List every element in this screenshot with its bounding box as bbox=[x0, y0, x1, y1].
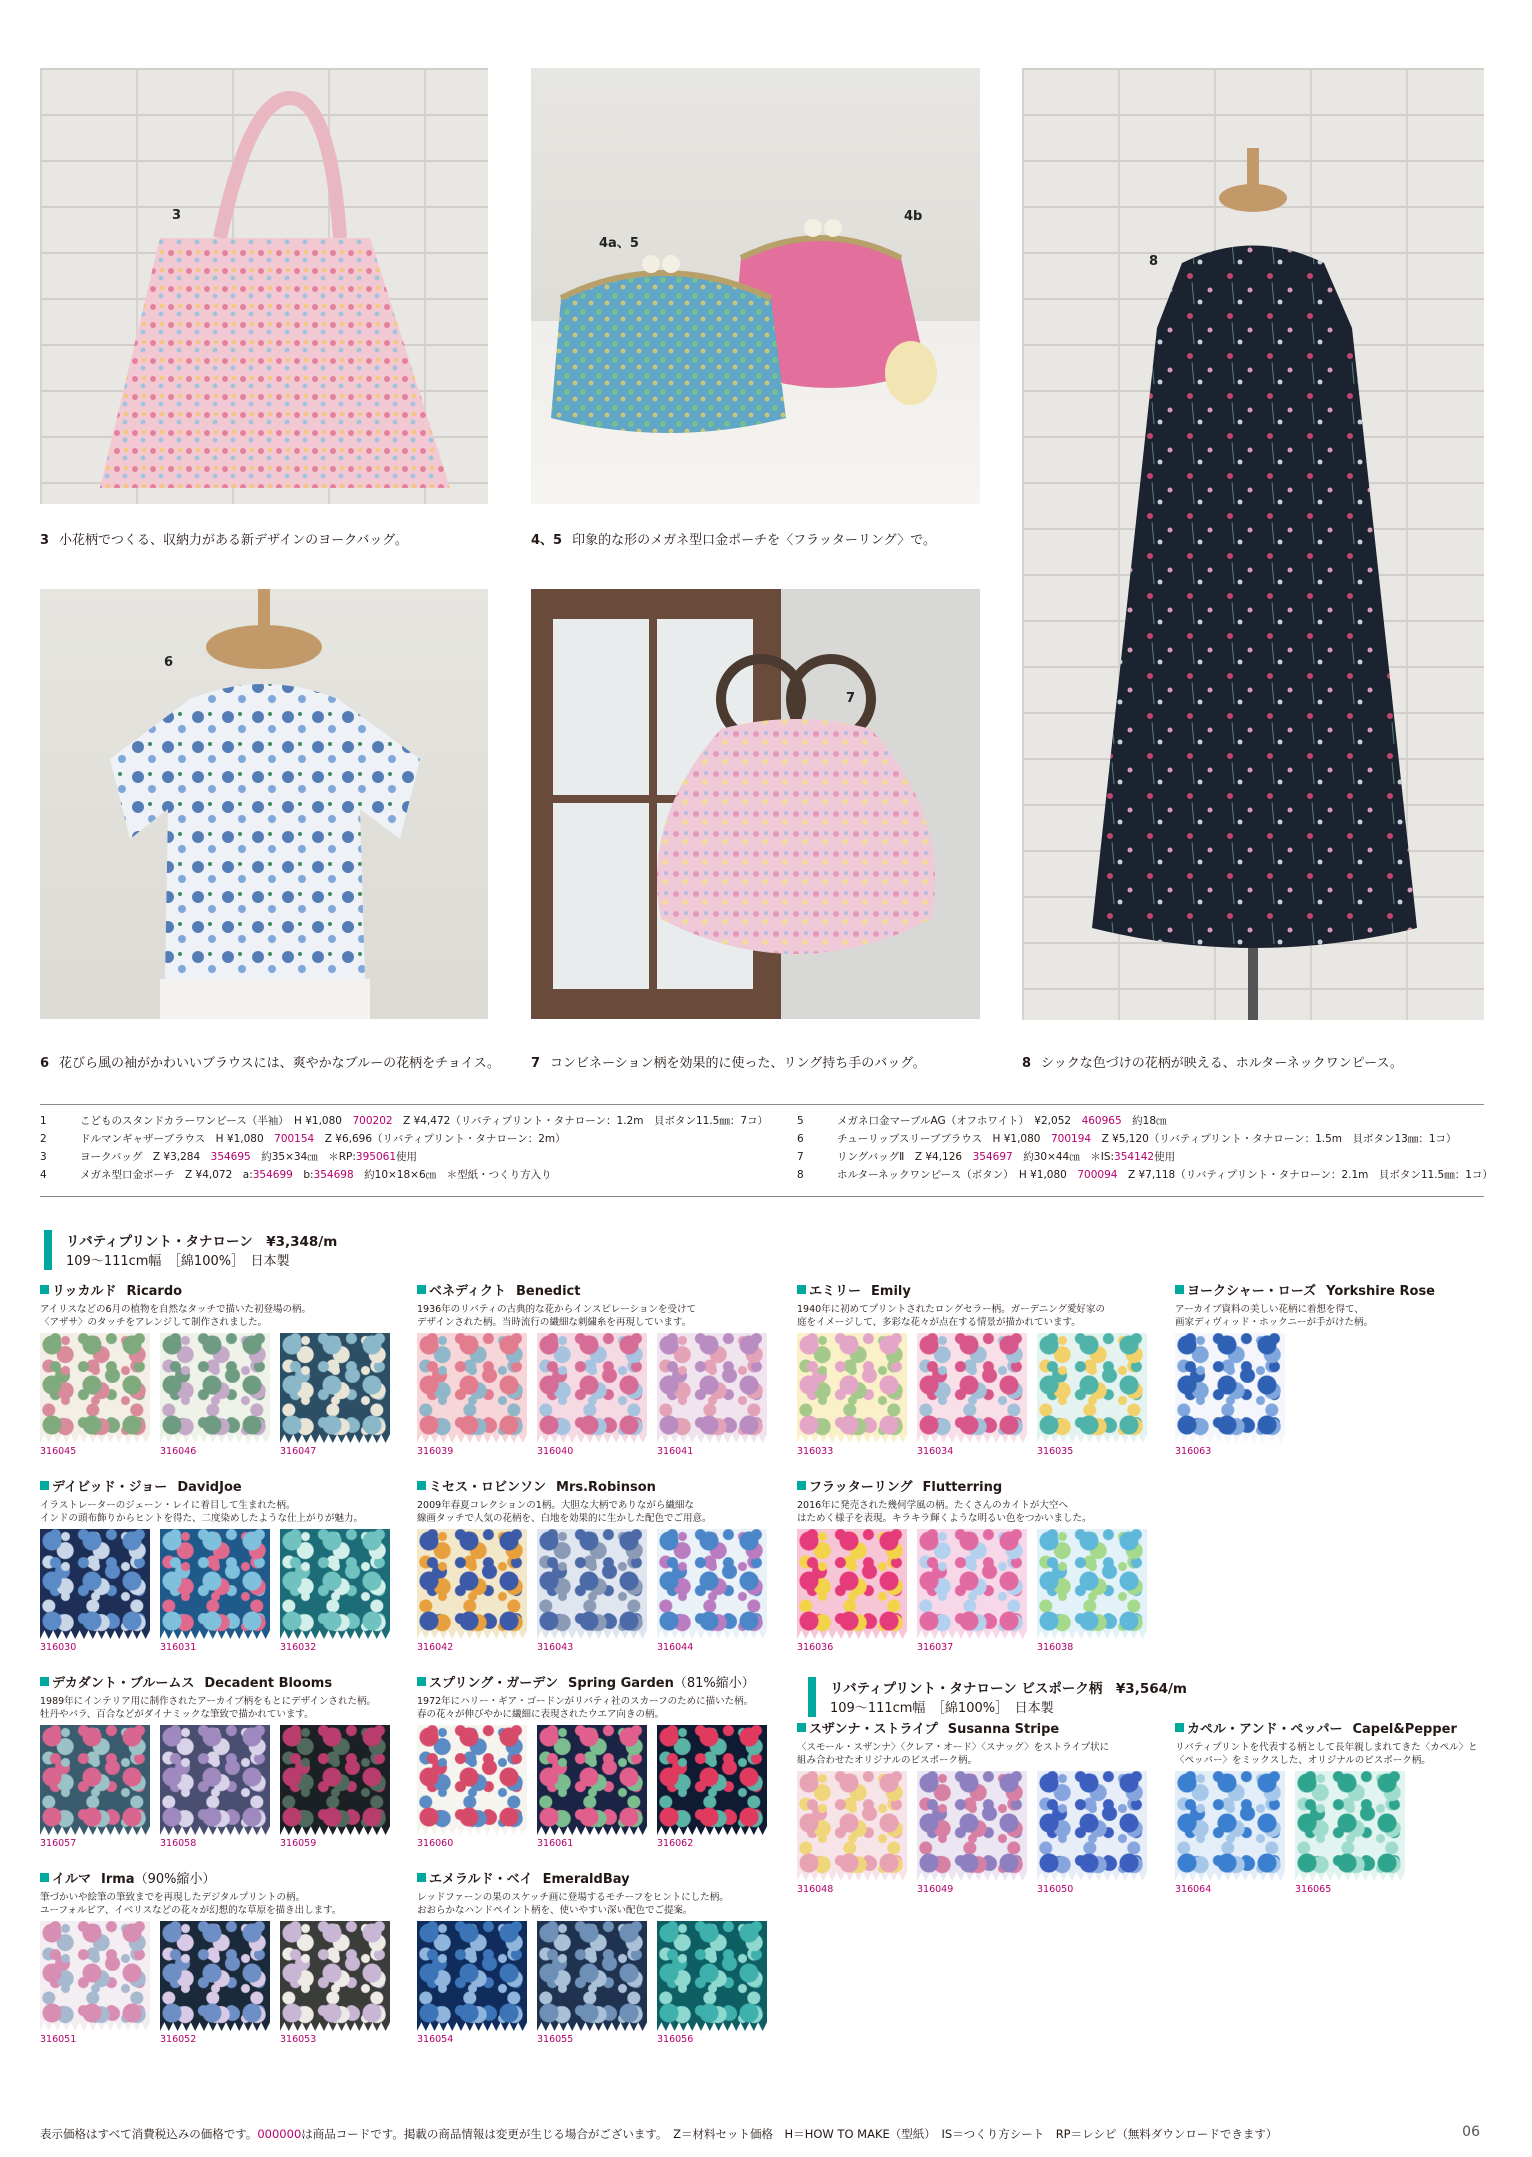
caption-text: シックな色づけの花柄が映える、ホルターネックワンピース。 bbox=[1041, 1056, 1403, 1071]
fabric-swatch bbox=[657, 1921, 767, 2031]
fabric-pattern bbox=[797, 1284, 1106, 1465]
fabric-swatch bbox=[280, 1921, 390, 2031]
swatch-code: 316039 bbox=[417, 1446, 454, 1457]
fabric-pattern bbox=[797, 1480, 1092, 1661]
spec-text: 約35×34㎝ ＊RP: bbox=[261, 1151, 356, 1163]
section-title: リバティプリント・タナローン ¥3,348/m bbox=[66, 1234, 338, 1250]
pattern-description bbox=[417, 1303, 696, 1331]
swatch-code: 316037 bbox=[917, 1642, 954, 1653]
swatch-code: 316050 bbox=[1037, 1884, 1074, 1895]
spec-number: 3 bbox=[40, 1151, 47, 1163]
fabric-swatch bbox=[40, 1333, 150, 1443]
swatch-code: 316046 bbox=[160, 1446, 197, 1457]
pattern-description bbox=[797, 1499, 1092, 1527]
pattern-description bbox=[797, 1741, 1110, 1769]
spec-text: ドルマンギャザーブラウス H ¥1,080 bbox=[80, 1133, 264, 1145]
pattern-title bbox=[1175, 1722, 1457, 1738]
swatch-code: 316034 bbox=[917, 1446, 954, 1457]
caption-text: コンビネーション柄を効果的に使った、リング持ち手のバッグ。 bbox=[550, 1056, 926, 1071]
pattern-name-jp: エメラルド・ベイ bbox=[429, 1872, 533, 1887]
fabric-swatch bbox=[40, 1529, 150, 1639]
square-bullet-icon bbox=[1175, 1285, 1184, 1294]
pattern-description bbox=[40, 1891, 342, 1919]
spec-item bbox=[40, 1112, 768, 1130]
section-accent-bar bbox=[44, 1230, 52, 1270]
pattern-description-line: 1936年のリバティの古典的な花からインスピレーションを受けて bbox=[417, 1304, 696, 1315]
pattern-name-en: Capel&Pepper bbox=[1352, 1722, 1457, 1737]
fabric-swatch bbox=[917, 1529, 1027, 1639]
photo-tag: 6 bbox=[164, 655, 174, 670]
fabric-swatch bbox=[657, 1333, 767, 1443]
swatch-code: 316032 bbox=[280, 1642, 317, 1653]
spec-item bbox=[797, 1166, 1493, 1184]
fabric-swatch bbox=[417, 1725, 527, 1835]
spec-text: ヨークバッグ Z ¥3,284 bbox=[80, 1151, 201, 1163]
spec-text: Z ¥5,120（リバティプリント・タナローン：1.5m 貝ボタン13㎜：1コ） bbox=[1101, 1133, 1457, 1145]
pattern-name-jp: スザンナ・ストライプ bbox=[809, 1722, 938, 1737]
pattern-name-en: Flutterring bbox=[922, 1480, 1003, 1495]
pattern-name-jp: ベネディクト bbox=[429, 1284, 506, 1299]
fabric-pattern bbox=[417, 1284, 696, 1465]
pattern-title bbox=[417, 1872, 673, 1888]
photo-caption bbox=[1022, 1052, 1403, 1071]
caption-number: 6 bbox=[40, 1056, 50, 1071]
fabric-swatch bbox=[280, 1529, 390, 1639]
fabric-swatch bbox=[657, 1529, 767, 1639]
square-bullet-icon bbox=[417, 1481, 426, 1490]
swatch-code: 316047 bbox=[280, 1446, 317, 1457]
pattern-description-line: 春の花々が伸びやかに繊細に表現されたウエア向きの柄。 bbox=[417, 1709, 665, 1720]
spec-item bbox=[797, 1112, 1493, 1130]
product-code: 354142 bbox=[1114, 1151, 1155, 1163]
pattern-description-line: 1940年に初めてプリントされたロングセラー柄。ガーデニング愛好家の bbox=[797, 1304, 1106, 1315]
yoke-bag-illustration bbox=[40, 68, 488, 504]
pattern-description-line: リバティプリントを代表する柄として長年親しまれてきた〈カペル〉と bbox=[1175, 1742, 1478, 1753]
pattern-name-jp: デイビッド・ジョー bbox=[52, 1480, 168, 1495]
fabric-swatch bbox=[160, 1725, 270, 1835]
pattern-name-en: Irma bbox=[101, 1872, 135, 1887]
spec-text: メガネ型口金ポーチ Z ¥4,072 a: bbox=[80, 1169, 253, 1181]
pattern-description bbox=[40, 1695, 376, 1723]
product-code: 354698 bbox=[313, 1169, 354, 1181]
photo-caption bbox=[40, 1052, 500, 1071]
pattern-name-en: Spring Garden bbox=[567, 1676, 674, 1691]
square-bullet-icon bbox=[1175, 1723, 1184, 1732]
spec-text: 約18㎝ bbox=[1132, 1115, 1167, 1127]
product-code: 354699 bbox=[252, 1169, 293, 1181]
caption-number: 3 bbox=[40, 533, 50, 548]
ring-bag-illustration bbox=[531, 589, 980, 1019]
swatch-code: 316040 bbox=[537, 1446, 574, 1457]
pattern-title bbox=[797, 1722, 1060, 1738]
dress-illustration bbox=[1022, 68, 1484, 1020]
swatch-code: 316054 bbox=[417, 2034, 454, 2045]
swatch-row bbox=[40, 1921, 317, 2053]
pattern-name-en: Benedict bbox=[515, 1284, 581, 1299]
swatch-code: 316036 bbox=[797, 1642, 834, 1653]
photo-caption bbox=[40, 529, 408, 548]
page-number: 06 bbox=[1462, 2124, 1480, 2140]
pattern-name-en: Yorkshire Rose bbox=[1326, 1284, 1436, 1299]
product-code: 700154 bbox=[274, 1133, 315, 1145]
swatch-code: 316031 bbox=[160, 1642, 197, 1653]
spec-list-left bbox=[40, 1112, 768, 1184]
swatch-code: 316058 bbox=[160, 1838, 197, 1849]
swatch-row bbox=[417, 1725, 694, 1857]
pattern-description-line: 線画タッチで人気の花柄を、白地を効果的に生かした配色でご用意。 bbox=[417, 1513, 712, 1524]
fabric-swatch bbox=[917, 1771, 1027, 1881]
square-bullet-icon bbox=[40, 1677, 49, 1686]
pattern-description-line: 筆づかいや絵筆の筆致までを再現したデジタルプリントの柄。 bbox=[40, 1892, 306, 1903]
section-accent-bar bbox=[808, 1677, 816, 1717]
photo-caption bbox=[531, 1052, 926, 1071]
photo-yoke-bag bbox=[40, 68, 488, 504]
spec-text: ホルターネックワンピース（ボタン） H ¥1,080 bbox=[837, 1169, 1067, 1181]
pattern-description-line: 〈スモール・スザンナ〉〈クレア・オード〉〈スナッグ〉をストライプ状に bbox=[797, 1742, 1110, 1753]
product-code: 354695 bbox=[210, 1151, 251, 1163]
fabric-pattern bbox=[40, 1480, 364, 1661]
footer-code: 000000 bbox=[257, 2127, 302, 2141]
pattern-title bbox=[40, 1872, 296, 1888]
pattern-description-line: デザインされた柄。当時流行の繊細な刺繍糸を再現しています。 bbox=[417, 1317, 692, 1328]
product-code: 460965 bbox=[1081, 1115, 1122, 1127]
spec-text: リングバッグⅡ Z ¥4,126 bbox=[837, 1151, 963, 1163]
spec-text: Z ¥4,472（リバティプリント・タナローン：1.2m 貝ボタン11.5㎜：7コ） bbox=[403, 1115, 769, 1127]
spec-item bbox=[40, 1166, 768, 1184]
photo-halterneck-dress bbox=[1022, 68, 1484, 1020]
section-title: リバティプリント・タナローン ビスポーク柄 ¥3,564/m bbox=[830, 1681, 1187, 1697]
spec-item bbox=[40, 1130, 768, 1148]
divider bbox=[40, 1196, 1484, 1197]
fabric-swatch bbox=[40, 1725, 150, 1835]
fabric-swatch bbox=[40, 1921, 150, 2031]
pattern-name-jp: スプリング・ガーデン bbox=[429, 1676, 558, 1691]
pattern-name-en: Ricardo bbox=[126, 1284, 183, 1299]
photo-glasses-pouch bbox=[531, 68, 980, 504]
divider bbox=[40, 1104, 1484, 1105]
square-bullet-icon bbox=[797, 1285, 806, 1294]
pattern-title bbox=[417, 1480, 673, 1496]
fabric-swatch bbox=[1037, 1333, 1147, 1443]
pattern-description-line: 2009年春夏コレクションの1柄。大胆な大柄でありながら繊細な bbox=[417, 1500, 694, 1511]
swatch-code: 316061 bbox=[537, 1838, 574, 1849]
swatch-code: 316045 bbox=[40, 1446, 77, 1457]
fabric-swatch bbox=[160, 1921, 270, 2031]
spec-number: 8 bbox=[797, 1169, 804, 1181]
fabric-swatch bbox=[1295, 1771, 1405, 1881]
fabric-swatch bbox=[1037, 1771, 1147, 1881]
pattern-description-line: 1989年にインテリア用に制作されたアーカイブ柄をもとにデザインされた柄。 bbox=[40, 1696, 376, 1707]
pattern-description-line: アーカイブ資料の美しい花柄に着想を得て、 bbox=[1175, 1304, 1364, 1315]
spec-list-right bbox=[797, 1112, 1493, 1184]
spec-number: 7 bbox=[797, 1151, 804, 1163]
pattern-description-line: ユーフォルビア、イベリスなどの花々が幻想的な草原を描き出します。 bbox=[40, 1905, 342, 1916]
fabric-swatch bbox=[797, 1771, 907, 1881]
fabric-pattern bbox=[40, 1284, 317, 1465]
pattern-description-line: インドの頭布飾りからヒントを得た、二度染めしたような仕上がりが魅力。 bbox=[40, 1513, 364, 1524]
pattern-description-line: イラストレーターのジェーン・レイに着目して生まれた柄。 bbox=[40, 1500, 296, 1511]
pattern-name-en: Susanna Stripe bbox=[947, 1722, 1060, 1737]
swatch-row bbox=[797, 1529, 1074, 1661]
swatch-row bbox=[797, 1333, 1074, 1465]
pattern-description-line: 1972年にハリー・ギア・ゴードンがリバティ社のスカーフのために描いた柄。 bbox=[417, 1696, 754, 1707]
section-subtitle: 109～111cm幅 ［綿100%］ 日本製 bbox=[66, 1254, 290, 1269]
footer-note bbox=[40, 2126, 1277, 2142]
spec-number: 4 bbox=[40, 1169, 47, 1181]
caption-number: 4、5 bbox=[531, 533, 563, 548]
swatch-code: 316043 bbox=[537, 1642, 574, 1653]
pattern-description-line: 組み合わせたオリジナルのビスポーク柄。 bbox=[797, 1755, 978, 1766]
pattern-description bbox=[797, 1303, 1106, 1331]
swatch-row bbox=[797, 1771, 1074, 1903]
fabric-swatch bbox=[1175, 1771, 1285, 1881]
caption-text: 花びら風の袖がかわいいブラウスには、爽やかなブルーの花柄をチョイス。 bbox=[59, 1056, 501, 1071]
fabric-pattern bbox=[417, 1676, 755, 1857]
pattern-name-jp: カペル・アンド・ペッパー bbox=[1187, 1722, 1343, 1737]
fabric-swatch bbox=[280, 1333, 390, 1443]
pattern-description bbox=[40, 1499, 364, 1527]
fabric-swatch bbox=[917, 1333, 1027, 1443]
photo-tulip-blouse bbox=[40, 589, 488, 1019]
swatch-row bbox=[40, 1725, 317, 1857]
square-bullet-icon bbox=[40, 1481, 49, 1490]
pattern-name-en: Decadent Blooms bbox=[204, 1676, 333, 1691]
fabric-swatch bbox=[537, 1333, 647, 1443]
swatch-code: 316052 bbox=[160, 2034, 197, 2045]
fabric-swatch bbox=[657, 1725, 767, 1835]
photo-tag: 8 bbox=[1149, 254, 1159, 269]
product-code: 354697 bbox=[972, 1151, 1013, 1163]
swatch-code: 316038 bbox=[1037, 1642, 1074, 1653]
fabric-swatch bbox=[1175, 1333, 1285, 1443]
swatch-code: 316064 bbox=[1175, 1884, 1212, 1895]
swatch-code: 316035 bbox=[1037, 1446, 1074, 1457]
product-code: 700202 bbox=[352, 1115, 393, 1127]
pattern-name-en: Emily bbox=[871, 1284, 911, 1299]
fabric-pattern bbox=[40, 1872, 342, 2053]
pattern-description-line: 牡丹やバラ、百合などがダイナミックな筆致で描かれています。 bbox=[40, 1709, 314, 1720]
pattern-name-jp: ヨークシャー・ローズ bbox=[1187, 1284, 1317, 1299]
pattern-name-jp: フラッターリング bbox=[809, 1480, 913, 1495]
swatch-row bbox=[40, 1333, 317, 1465]
pattern-title bbox=[417, 1284, 673, 1300]
pattern-description bbox=[40, 1303, 312, 1331]
spec-text: 使用 bbox=[1154, 1151, 1176, 1163]
pattern-name-en: Mrs.Robinson bbox=[556, 1480, 656, 1495]
caption-text: 小花柄でつくる、収納力がある新デザインのヨークバッグ。 bbox=[59, 533, 408, 548]
spec-text: メガネ口金マーブルAG（オフホワイト） ¥2,052 bbox=[837, 1115, 1072, 1127]
swatch-code: 316063 bbox=[1175, 1446, 1212, 1457]
spec-number: 1 bbox=[40, 1115, 47, 1127]
spec-text: b: bbox=[303, 1169, 314, 1181]
pouch-illustration bbox=[531, 68, 980, 504]
swatch-code: 316055 bbox=[537, 2034, 574, 2045]
product-code: 700094 bbox=[1077, 1169, 1118, 1181]
spec-text: こどものスタンドカラーワンピース（半袖） H ¥1,080 bbox=[80, 1115, 342, 1127]
pattern-description-line: 画家ディヴィッド・ホックニーが手がけた柄。 bbox=[1175, 1317, 1373, 1328]
photo-tag: 3 bbox=[172, 208, 182, 223]
swatch-row bbox=[417, 1333, 694, 1465]
swatch-code: 316065 bbox=[1295, 1884, 1332, 1895]
pattern-title bbox=[797, 1480, 1053, 1496]
fabric-swatch bbox=[537, 1921, 647, 2031]
fabric-swatch bbox=[797, 1529, 907, 1639]
pattern-name-en: EmeraldBay bbox=[542, 1872, 630, 1887]
swatch-code: 316060 bbox=[417, 1838, 454, 1849]
spec-text: チューリップスリーブブラウス H ¥1,080 bbox=[837, 1133, 1041, 1145]
pattern-title bbox=[417, 1676, 755, 1692]
fabric-swatch bbox=[417, 1921, 527, 2031]
square-bullet-icon bbox=[417, 1677, 426, 1686]
swatch-code: 316049 bbox=[917, 1884, 954, 1895]
fabric-swatch bbox=[417, 1529, 527, 1639]
spec-text: Z ¥7,118（リバティプリント・タナローン：2.1m 貝ボタン11.5㎜：1コ） bbox=[1127, 1169, 1493, 1181]
fabric-swatch bbox=[537, 1529, 647, 1639]
swatch-code: 316062 bbox=[657, 1838, 694, 1849]
swatch-code: 316056 bbox=[657, 2034, 694, 2045]
pattern-description-line: おおらかなハンドペイント柄を、使いやすい深い配色でご提案。 bbox=[417, 1905, 693, 1916]
fabric-pattern bbox=[1175, 1722, 1478, 1903]
fabric-pattern bbox=[797, 1722, 1110, 1903]
section-subtitle: 109～111cm幅 ［綿100%］ 日本製 bbox=[830, 1701, 1054, 1716]
caption-text: 印象的な形のメガネ型口金ポーチを〈フラッターリング〉で。 bbox=[572, 533, 936, 548]
pattern-name-jp: エミリー bbox=[809, 1284, 862, 1299]
spec-text: Z ¥6,696（リバティプリント・タナローン：2m） bbox=[324, 1133, 566, 1145]
footer-text: は商品コードです。掲載の商品情報は変更が生じる場合がございます。 bbox=[301, 2127, 662, 2141]
spec-number: 6 bbox=[797, 1133, 804, 1145]
spec-item bbox=[40, 1148, 768, 1166]
caption-number: 7 bbox=[531, 1056, 541, 1071]
pattern-description-line: 〈ペッパー〉をミックスした、オリジナルのビスポーク柄。 bbox=[1175, 1755, 1431, 1766]
spec-number: 2 bbox=[40, 1133, 47, 1145]
pattern-title bbox=[40, 1284, 296, 1300]
pattern-name-jp: イルマ bbox=[52, 1872, 92, 1887]
swatch-row bbox=[40, 1529, 317, 1661]
fabric-swatch bbox=[797, 1333, 907, 1443]
caption-number: 8 bbox=[1022, 1056, 1032, 1071]
pattern-description-line: レッドファーンの果のスケッチ画に登場するモチーフをヒントにした柄。 bbox=[417, 1892, 729, 1903]
fabric-swatch bbox=[280, 1725, 390, 1835]
pattern-name-jp: デカダント・ブルームス bbox=[52, 1676, 195, 1691]
pattern-description bbox=[417, 1695, 754, 1723]
swatch-code: 316051 bbox=[40, 2034, 77, 2045]
pattern-title bbox=[40, 1480, 296, 1496]
pattern-name-jp: リッカルド bbox=[52, 1284, 117, 1299]
pattern-description-line: 2016年に発売された幾何学風の柄。たくさんのカイトが大空へ bbox=[797, 1500, 1068, 1511]
swatch-code: 316053 bbox=[280, 2034, 317, 2045]
swatch-code: 316048 bbox=[797, 1884, 834, 1895]
spec-text: 約30×44㎝ ＊IS: bbox=[1023, 1151, 1115, 1163]
pattern-description bbox=[1175, 1741, 1478, 1769]
swatch-code: 316030 bbox=[40, 1642, 77, 1653]
fabric-pattern bbox=[417, 1872, 729, 2053]
blouse-illustration bbox=[40, 589, 488, 1019]
swatch-row bbox=[1175, 1333, 1431, 1465]
pattern-description bbox=[1175, 1303, 1431, 1331]
photo-ring-bag bbox=[531, 589, 980, 1019]
square-bullet-icon bbox=[40, 1873, 49, 1882]
footer-text: 表示価格はすべて消費税込みの価格です。 bbox=[40, 2127, 258, 2141]
product-code: 395061 bbox=[355, 1151, 397, 1163]
photo-tag: 4a、5 bbox=[599, 236, 639, 251]
spec-text: 使用 bbox=[396, 1151, 418, 1163]
fabric-pattern bbox=[40, 1676, 376, 1857]
square-bullet-icon bbox=[40, 1285, 49, 1294]
spec-item bbox=[797, 1130, 1493, 1148]
spec-text: 約10×18×6㎝ ＊型紙・つくり方入り bbox=[364, 1169, 552, 1181]
photo-tag: 7 bbox=[846, 691, 856, 706]
fabric-swatch bbox=[537, 1725, 647, 1835]
pattern-scale-note: （90%縮小） bbox=[134, 1872, 216, 1887]
square-bullet-icon bbox=[417, 1285, 426, 1294]
square-bullet-icon bbox=[797, 1723, 806, 1732]
photo-tag: 4b bbox=[904, 209, 923, 224]
pattern-description-line: アイリスなどの6月の植物を自然なタッチで描いた初登場の柄。 bbox=[40, 1304, 312, 1315]
swatch-row bbox=[417, 1921, 694, 2053]
fabric-swatch bbox=[1037, 1529, 1147, 1639]
pattern-name-jp: ミセス・ロビンソン bbox=[429, 1480, 547, 1495]
square-bullet-icon bbox=[797, 1481, 806, 1490]
product-code: 700194 bbox=[1050, 1133, 1092, 1145]
footer-legend: Z＝材料セット価格 H＝HOW TO MAKE（型紙） IS＝つくり方シート RP＝レシピ（無料ダウンロードできます） bbox=[673, 2127, 1278, 2141]
swatch-code: 316042 bbox=[417, 1642, 454, 1653]
pattern-title bbox=[797, 1284, 1053, 1300]
swatch-row bbox=[1175, 1771, 1431, 1903]
square-bullet-icon bbox=[417, 1873, 426, 1882]
photo-caption bbox=[531, 529, 936, 548]
swatch-code: 316033 bbox=[797, 1446, 834, 1457]
fabric-swatch bbox=[417, 1333, 527, 1443]
swatch-code: 316059 bbox=[280, 1838, 317, 1849]
fabric-pattern bbox=[1175, 1284, 1436, 1465]
spec-number: 5 bbox=[797, 1115, 804, 1127]
fabric-swatch bbox=[160, 1529, 270, 1639]
pattern-title bbox=[1175, 1284, 1436, 1300]
pattern-name-en: DavidJoe bbox=[177, 1480, 242, 1495]
pattern-description bbox=[417, 1499, 712, 1527]
pattern-description-line: はためく様子を表現。キラキラ輝くような明るい色をつかいました。 bbox=[797, 1513, 1092, 1524]
swatch-row bbox=[417, 1529, 694, 1661]
swatch-code: 316057 bbox=[40, 1838, 77, 1849]
pattern-description bbox=[417, 1891, 729, 1919]
swatch-code: 316044 bbox=[657, 1642, 694, 1653]
pattern-description-line: 庭をイメージして、多彩な花々が点在する情景が描かれています。 bbox=[797, 1317, 1081, 1328]
pattern-scale-note: （81%縮小） bbox=[673, 1676, 755, 1691]
pattern-title bbox=[40, 1676, 333, 1692]
swatch-code: 316041 bbox=[657, 1446, 694, 1457]
spec-item bbox=[797, 1148, 1493, 1166]
fabric-pattern bbox=[417, 1480, 712, 1661]
pattern-description-line: 〈アザサ〉のタッチをアレンジして制作されました。 bbox=[40, 1317, 268, 1328]
fabric-swatch bbox=[160, 1333, 270, 1443]
